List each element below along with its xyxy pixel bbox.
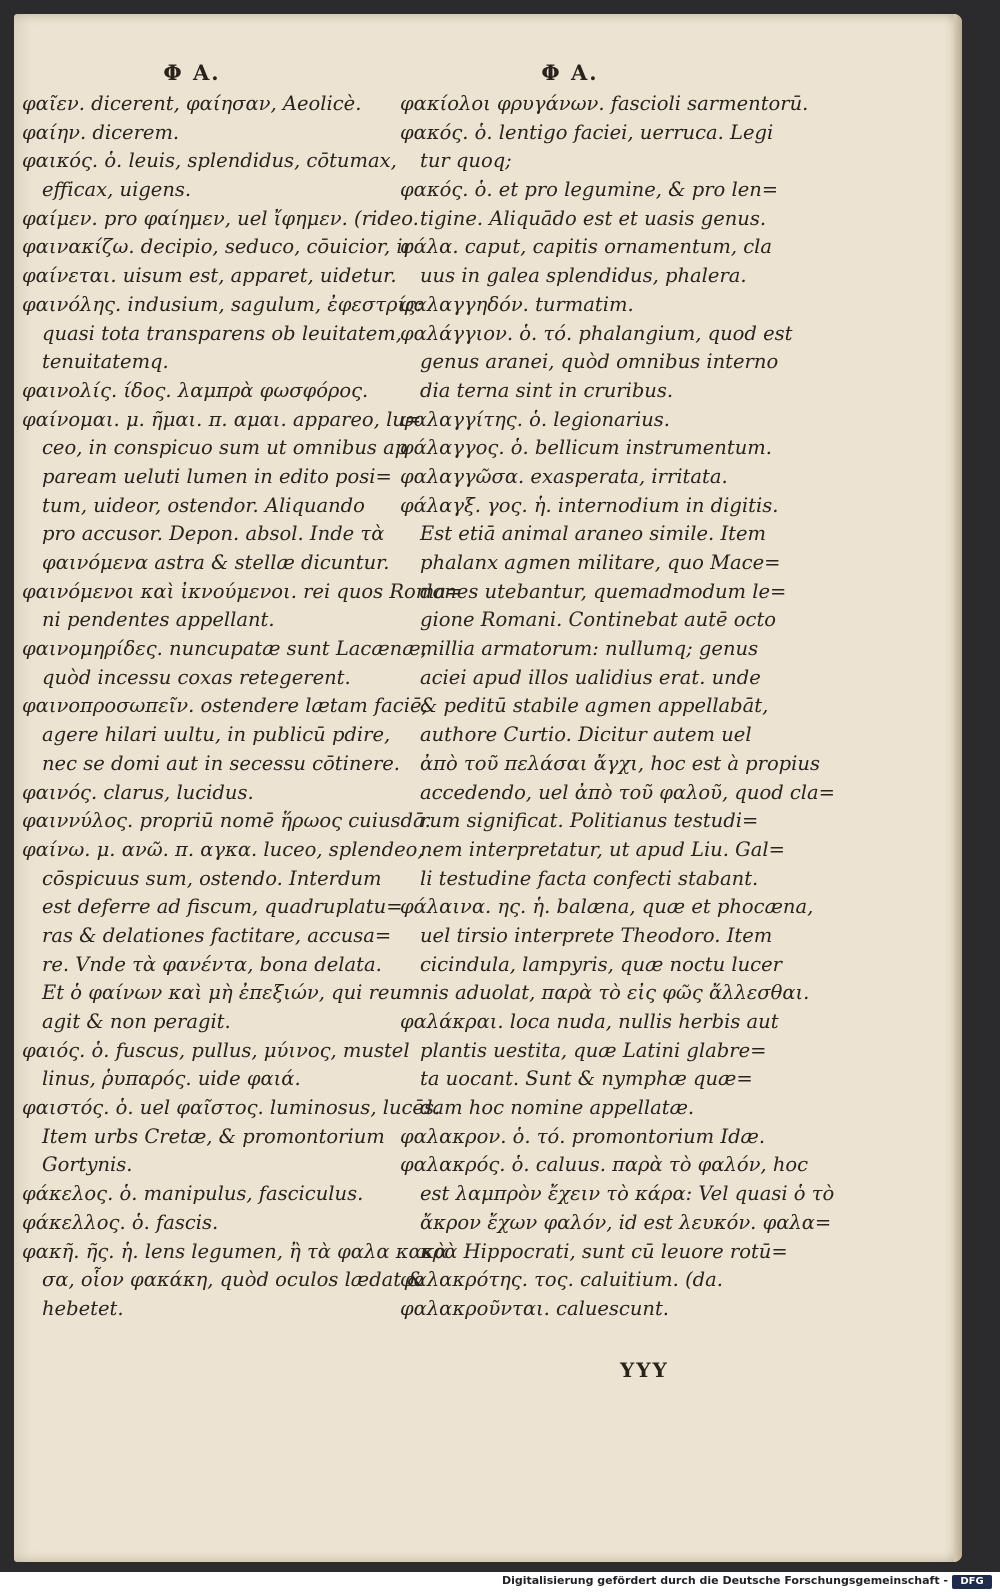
text-line: φάλαινα. ης. ἡ. balæna, quæ et phocæna, bbox=[400, 895, 814, 919]
text-line: κρὰ Hippocrati, sunt cū leuore rotū= bbox=[420, 1239, 788, 1263]
text-line: σα, οἷον φακάκη, quòd oculos lædat & bbox=[42, 1268, 425, 1292]
text-line: φάκελλος. ὁ. fascis. bbox=[22, 1210, 219, 1234]
text-line: φαλακροῦνται. caluescunt. bbox=[400, 1296, 670, 1320]
text-line: Est etiā animal araneo simile. Item bbox=[420, 522, 767, 546]
text-line: agere hilari uultu, in publicū pdire, bbox=[42, 723, 391, 747]
text-line: Item urbs Cretæ, & promontorium bbox=[42, 1124, 385, 1148]
text-line: φαίνομαι. μ. ῆμαι. π. αμαι. appareo, lu= bbox=[22, 407, 422, 431]
text-line: ceo, in conspicuo sum ut omnibus ap bbox=[42, 436, 408, 460]
text-line: tum, uideor, ostendor. Aliquando bbox=[42, 493, 365, 517]
text-line: Gortynis. bbox=[42, 1153, 133, 1177]
text-line: φαλακρον. ὁ. τό. promontorium Idæ. bbox=[400, 1124, 766, 1148]
text-line: φαινόλης. indusium, sagulum, ἐφεστρίς: bbox=[22, 292, 423, 316]
text-line: cicindula, lampyris, quæ noctu lucer bbox=[420, 952, 782, 976]
text-line: aciei apud illos ualidius erat. unde bbox=[420, 665, 761, 689]
text-line: authore Curtio. Dicitur autem uel bbox=[420, 723, 752, 747]
text-line: φαλακρός. ὁ. caluus. παρὰ τὸ φαλόν, hoc bbox=[400, 1153, 809, 1177]
text-line: φακός. ὁ. et pro legumine, & pro len= bbox=[400, 178, 779, 202]
dfg-logo: DFG bbox=[952, 1575, 992, 1589]
text-line: paream ueluti lumen in edito posi= bbox=[42, 464, 392, 488]
text-line: Et ὁ φαίνων καὶ μὴ ἐπεξιών, qui reum bbox=[42, 981, 421, 1005]
text-line: cōspicuus sum, ostendo. Interdum bbox=[42, 866, 382, 890]
text-line: φαινακίζω. decipio, seduco, cōuicior, ir bbox=[22, 235, 412, 259]
text-line: nis aduolat, παρὰ τὸ εἰς φῶς ἄλλεσθαι. bbox=[420, 981, 810, 1005]
text-line: φαινόμενοι καὶ ἰκνούμενοι. rei quos Roma= bbox=[22, 579, 463, 603]
text-line: tur quoq; bbox=[420, 149, 512, 173]
text-line: φαλαγγηδόν. turmatim. bbox=[400, 292, 634, 316]
left-entries bbox=[22, 90, 463, 1324]
text-line: φάκελος. ὁ. manipulus, fasciculus. bbox=[22, 1182, 364, 1206]
text-line: φαίνω. μ. ανῶ. π. αγκα. luceo, splendeo, bbox=[22, 837, 424, 861]
text-line: φαλάκραι. loca nuda, nullis herbis aut bbox=[400, 1010, 779, 1033]
text-line: nem interpretatur, ut apud Liu. Gal= bbox=[420, 837, 785, 861]
text-line: φαίνεται. uisum est, apparet, uidetur. bbox=[22, 264, 397, 288]
text-line: φαιστός. ὁ. uel φαῖστος. luminosus, lucēs. bbox=[22, 1096, 441, 1120]
page-edge bbox=[954, 14, 962, 1562]
text-line: φακῆ. ῆς. ἡ. lens legumen, ἢ τὰ φαλα κακὰ bbox=[22, 1239, 448, 1263]
text-line: agit & non peragit. bbox=[42, 1010, 231, 1033]
text-line: φακίολοι φρυγάνων. fascioli sarmentorū. bbox=[400, 92, 809, 115]
text-line: φακός. ὁ. lentigo faciei, uerruca. Legi bbox=[400, 120, 774, 144]
text-line: plantis uestita, quæ Latini glabre= bbox=[420, 1038, 767, 1062]
text-line: φαλαγγίτης. ὁ. legionarius. bbox=[400, 407, 670, 431]
text-line: dones utebantur, quemadmodum le= bbox=[420, 579, 787, 603]
signature-mark: YYY bbox=[620, 1358, 669, 1382]
digitization-credit: Digitalisierung gefördert durch die Deutsche Forschungsgemeinschaft - bbox=[501, 1574, 948, 1587]
text-line: ἀπὸ τοῦ πελάσαι ἄγχι, hoc est à propius bbox=[420, 751, 820, 775]
text-line: re. Vnde τὰ φανέντα, bona delata. bbox=[42, 952, 382, 976]
text-line: φαινομηρίδες. nuncupatæ sunt Lacænæ, bbox=[22, 637, 427, 661]
left-column bbox=[22, 60, 463, 1324]
text-line: uel tirsio interprete Theodoro. Item bbox=[420, 923, 773, 947]
text-line: pro accusor. Depon. absol. Inde τὰ bbox=[42, 522, 385, 546]
text-line: φαίμεν. pro φαίημεν, uel ἴφημεν. (rideo. bbox=[22, 206, 419, 230]
text-line: genus aranei, quòd omnibus interno bbox=[420, 350, 779, 374]
text-line: tigine. Aliquādo est et uasis genus. bbox=[420, 206, 767, 230]
text-line: φαινός. clarus, lucidus. bbox=[22, 780, 254, 804]
text-line: φαλάγγιον. ὁ. τό. phalangium, quod est bbox=[400, 321, 793, 345]
text-line: uus in galea splendidus, phalera. bbox=[420, 264, 747, 288]
text-line: gione Romani. Continebat autē octo bbox=[420, 608, 777, 632]
text-line: dam hoc nomine appellatæ. bbox=[420, 1096, 695, 1120]
text-line: li testudine facta confecti stabant. bbox=[420, 866, 759, 890]
text-line: linus, ῥυπαρός. uide φαιά. bbox=[42, 1067, 301, 1091]
text-line: φαλακρότης. τος. caluitium. (da. bbox=[400, 1268, 723, 1292]
text-line: φαινοπροσωπεῖν. ostendere lætam faciē, bbox=[22, 694, 428, 718]
text-line: est deferre ad fiscum, quadruplatu= bbox=[42, 895, 403, 919]
text-line: dia terna sint in cruribus. bbox=[420, 378, 674, 402]
text-line: millia armatorum: nullumq; genus bbox=[420, 637, 759, 661]
text-line: rum significat. Politianus testudi= bbox=[420, 809, 759, 833]
text-line: φαινολίς. ίδος. λαμπρὰ φωσφόρος. bbox=[22, 378, 369, 402]
text-line: φάλαγγος. ὁ. bellicum instrumentum. bbox=[400, 436, 772, 460]
text-line: φαλαγγῶσα. exasperata, irritata. bbox=[400, 464, 728, 488]
text-line: ἄκρον ἔχων φαλόν, id est λευκόν. φαλα= bbox=[420, 1210, 832, 1234]
text-line: tenuitatemq. bbox=[42, 350, 169, 374]
text-line: quòd incessu coxas retegerent. bbox=[42, 665, 351, 689]
text-line: est λαμπρὸν ἔχειν τὸ κάρα: Vel quasi ὁ τὸ bbox=[420, 1182, 835, 1206]
text-line: φαικός. ὁ. leuis, splendidus, cōtumax, bbox=[22, 149, 397, 173]
text-line: φάλα. caput, capitis ornamentum, cla bbox=[400, 235, 773, 259]
text-line: accedendo, uel ἀπὸ τοῦ φαλοῦ, quod cla= bbox=[420, 780, 836, 804]
text-line: & peditū stabile agmen appellabāt, bbox=[420, 694, 769, 718]
right-entries bbox=[400, 90, 836, 1324]
text-line: efficax, uigens. bbox=[42, 178, 192, 202]
text-line: φαίην. dicerem. bbox=[22, 120, 180, 144]
text-line: φαῖεν. dicerent, φαίησαν, Aeolicè. bbox=[22, 92, 362, 115]
left-running-head: Φ Α. bbox=[163, 60, 221, 85]
text-line: φαιννύλος. propriū nomē ἥρωος cuiusdā. bbox=[22, 809, 431, 833]
right-column bbox=[400, 60, 836, 1324]
text-line: ta uocant. Sunt & nymphæ quæ= bbox=[420, 1067, 753, 1091]
right-running-head: Φ Α. bbox=[541, 60, 599, 85]
text-line: φαινόμενα astra & stellæ dicuntur. bbox=[42, 551, 390, 574]
text-line: nec se domi aut in secessu cōtinere. bbox=[42, 751, 400, 775]
text-line: φάλαγξ. γος. ἡ. internodium in digitis. bbox=[400, 493, 779, 517]
text-line: ni pendentes appellant. bbox=[42, 608, 275, 632]
text-line: phalanx agmen militare, quo Mace= bbox=[420, 551, 781, 574]
text-line: φαιός. ὁ. fuscus, pullus, μύινος, mustel bbox=[22, 1038, 410, 1062]
text-line: hebetet. bbox=[42, 1296, 124, 1320]
text-line: ras & delationes factitare, accusa= bbox=[42, 923, 392, 947]
footer-bar bbox=[0, 1572, 1000, 1592]
text-line: quasi tota transparens ob leuitatem, bbox=[42, 321, 402, 345]
